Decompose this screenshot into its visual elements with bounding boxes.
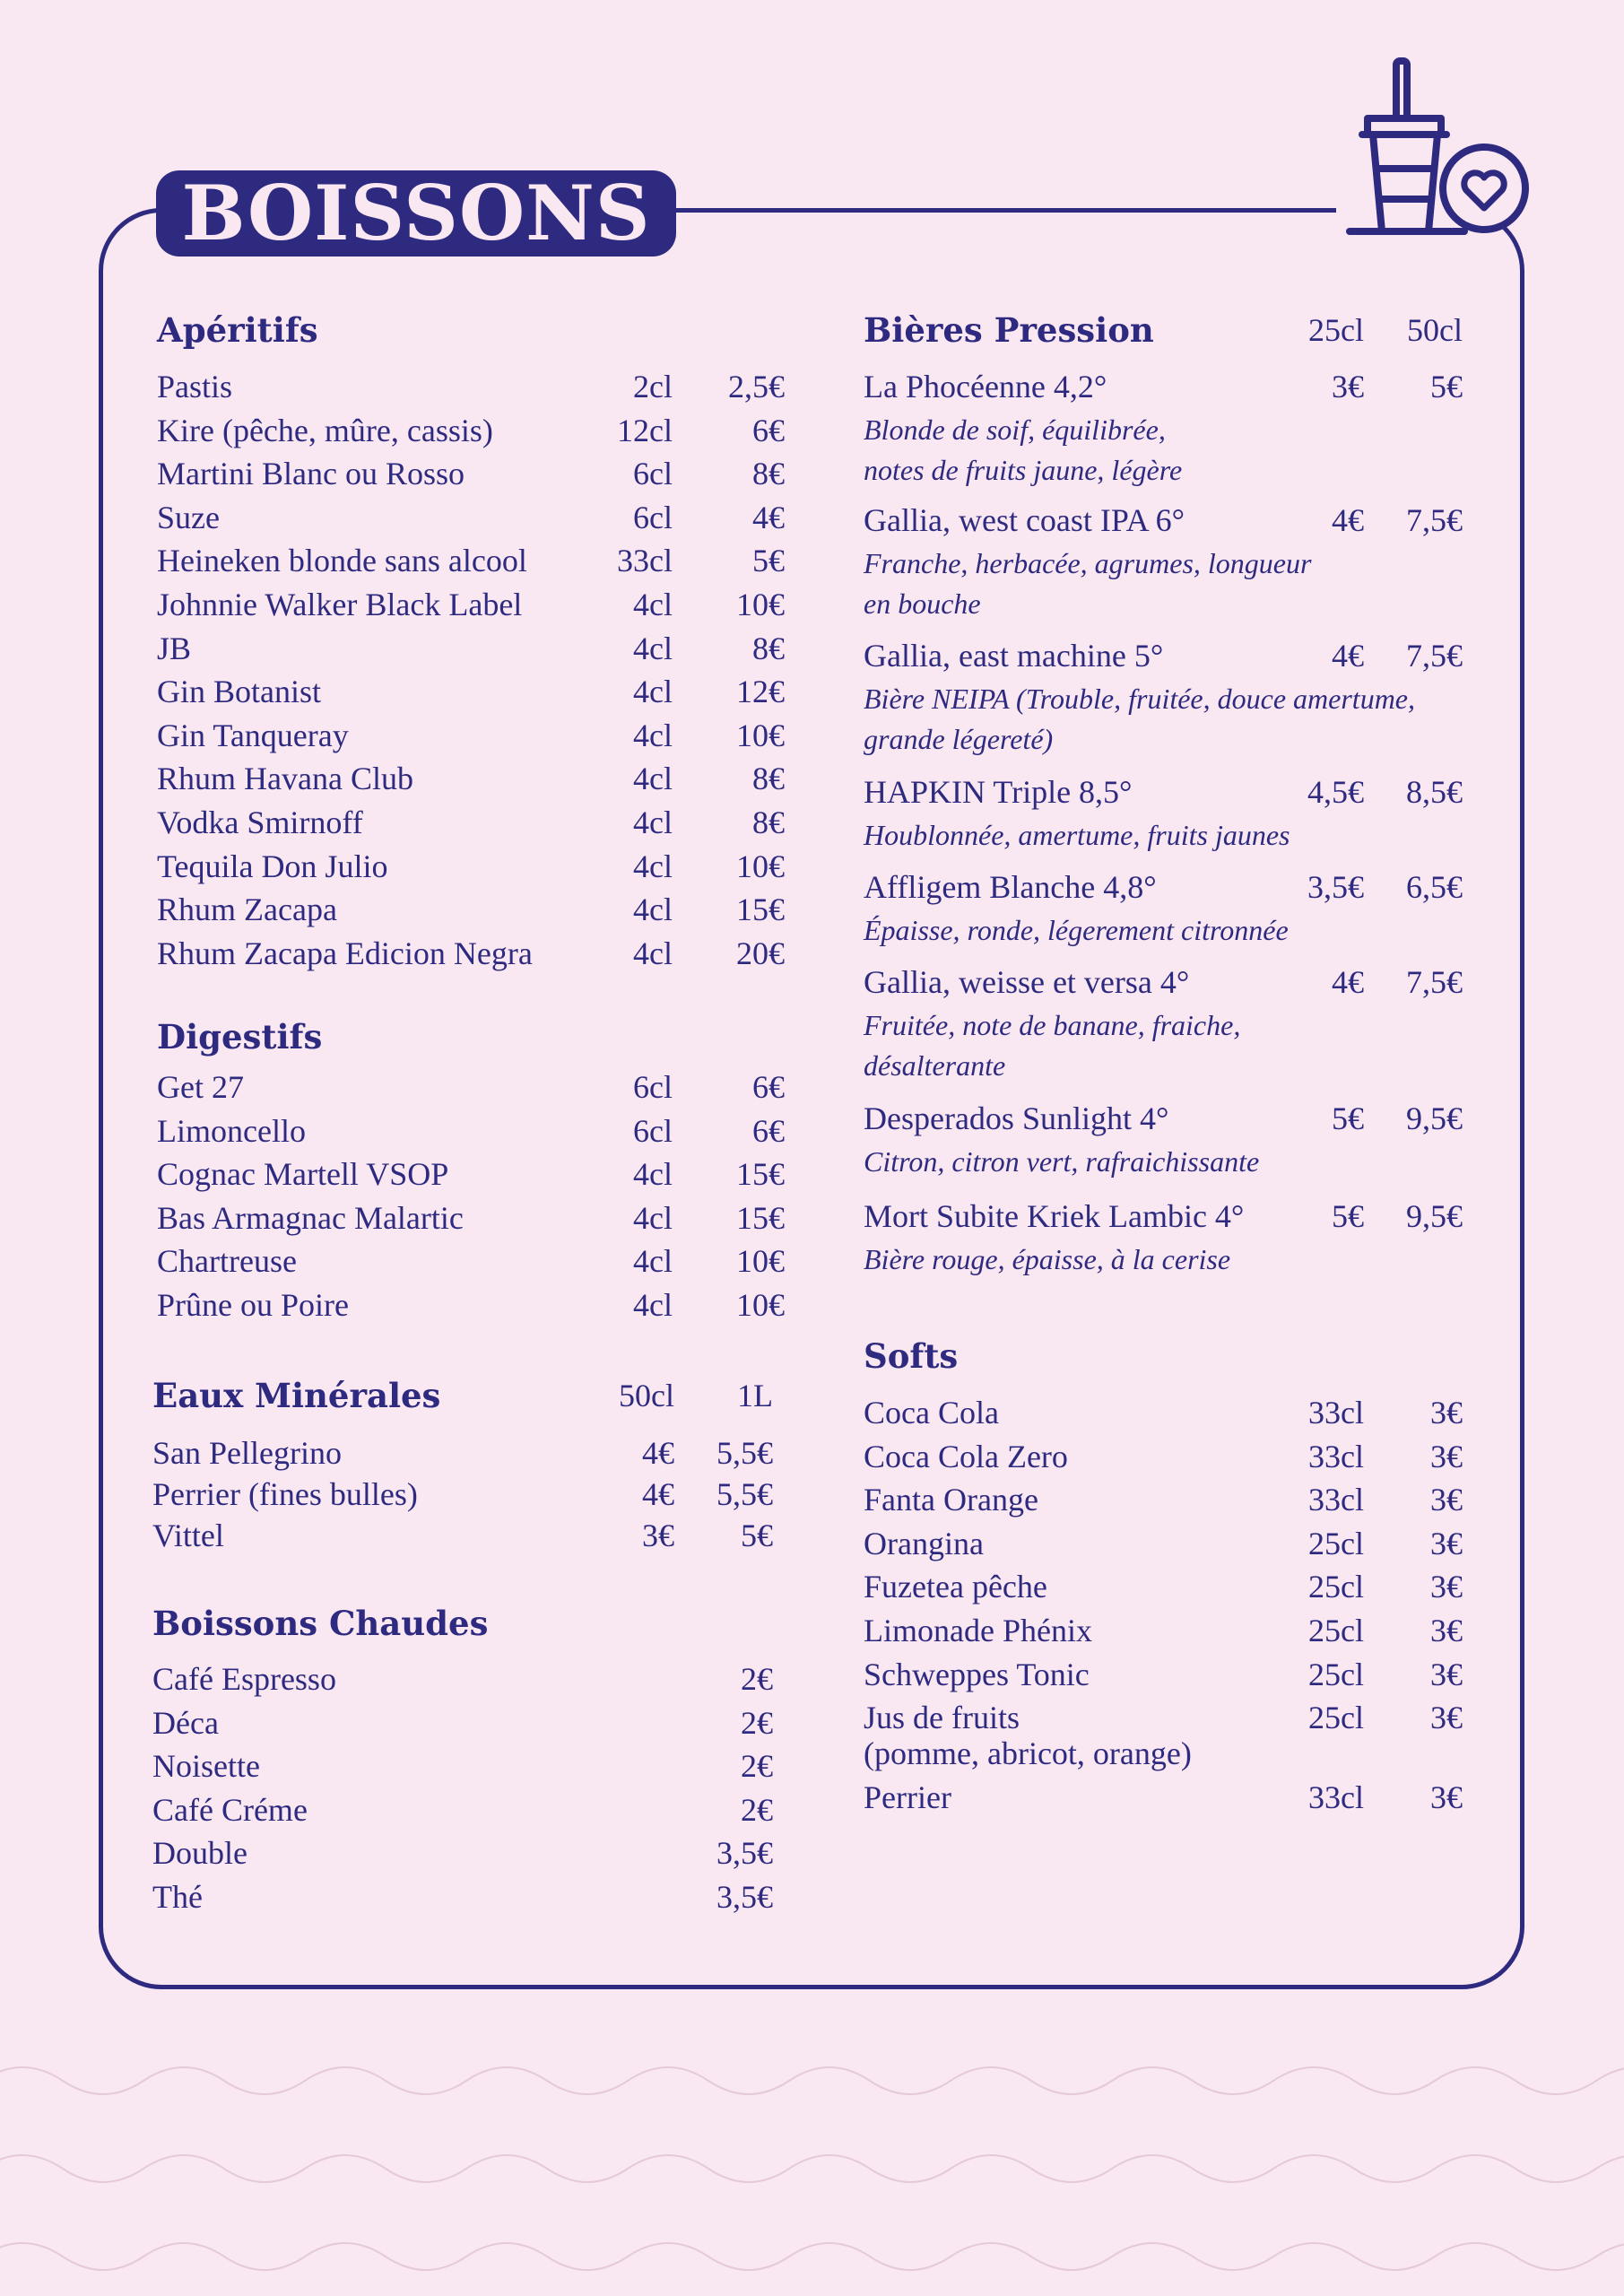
item-name: Gallia, weisse et versa 4° [864, 964, 1190, 1000]
item-name: Fuzetea pêche [864, 1569, 1047, 1605]
item-size: 33cl [1308, 1438, 1364, 1474]
item-price: 3€ [1430, 1438, 1463, 1474]
section-heading-eaux: Eaux Minérales 50cl 1L [152, 1376, 773, 1415]
item-name: Perrier (fines bulles) [152, 1476, 418, 1512]
biere-item [864, 961, 1463, 1082]
item-price-25cl: 4€ [1332, 964, 1364, 1000]
item-name: Orangina [864, 1525, 984, 1561]
item-size: 25cl [1308, 1569, 1364, 1605]
item-price: 2€ [741, 1791, 773, 1828]
item-price: 8€ [752, 761, 785, 797]
soft-item [864, 1478, 1463, 1521]
item-size: 25cl [1308, 1525, 1364, 1561]
item-price-25cl: 4€ [1332, 502, 1364, 538]
item-name: Gin Tanqueray [157, 717, 349, 753]
item-name: Affligem Blanche 4,8° [864, 869, 1157, 905]
item-size: 4cl [633, 1243, 673, 1280]
item-price: 3€ [1430, 1779, 1463, 1815]
heart-badge-icon [1443, 147, 1525, 230]
bieres-col1-header: 25cl [1308, 312, 1364, 348]
item-name: Café Espresso [152, 1661, 336, 1697]
item-description: Bière rouge, épaisse, à la cerise [864, 1243, 1231, 1275]
digestif-item [157, 1065, 785, 1109]
section-heading-digestifs: Digestifs [157, 1017, 323, 1057]
item-description: notes de fruits jaune, légère [864, 454, 1183, 486]
item-price-50cl: 7,5€ [1406, 502, 1463, 538]
item-name: Get 27 [157, 1069, 244, 1105]
item-size: 25cl [1308, 1656, 1364, 1692]
aperitif-item [157, 932, 785, 975]
item-name: Heineken blonde sans alcool [157, 543, 527, 579]
item-name: Thé [152, 1879, 203, 1915]
item-p1: 4€ [642, 1435, 674, 1471]
item-size: 4cl [633, 1199, 673, 1236]
item-name: Fanta Orange [864, 1482, 1038, 1518]
digestif-item [157, 1283, 785, 1326]
item-name: Rhum Zacapa Edicion Negra [157, 935, 533, 971]
wave-pattern [0, 2036, 1624, 2296]
chaude-item [152, 1657, 780, 1700]
section-heading-softs: Softs [864, 1336, 959, 1376]
item-name: Tequila Don Julio [157, 848, 388, 884]
item-description: Houblonnée, amertume, fruits jaunes [864, 819, 1290, 851]
soft-item [864, 1696, 1463, 1772]
biere-item [864, 1195, 1463, 1275]
aperitif-item [157, 409, 785, 452]
item-price-25cl: 3,5€ [1307, 869, 1364, 905]
item-name: Double [152, 1835, 248, 1872]
item-price: 10€ [736, 587, 785, 622]
item-price: 15€ [736, 891, 785, 928]
item-description: en bouche [864, 587, 981, 620]
item-price: 4€ [752, 499, 785, 535]
aperitif-item [157, 365, 785, 408]
item-name: Déca [152, 1704, 219, 1741]
item-name: Perrier [864, 1779, 951, 1815]
item-price-50cl: 5€ [1430, 369, 1463, 404]
aperitif-item [157, 627, 785, 670]
item-description: Fruitée, note de banane, fraiche, [864, 1009, 1241, 1041]
biere-item [864, 634, 1463, 755]
item-price: 5€ [752, 543, 785, 579]
item-name: Cognac Martell VSOP [157, 1156, 449, 1193]
chaude-item [152, 1701, 780, 1744]
soft-item [864, 1565, 1463, 1608]
item-name: Pastis [157, 369, 233, 404]
soft-item [864, 1653, 1463, 1696]
chaude-item [152, 1831, 780, 1874]
item-name: Desperados Sunlight 4° [864, 1100, 1169, 1136]
item-name: Coca Cola [864, 1395, 999, 1431]
item-price: 20€ [736, 935, 785, 971]
item-price-25cl: 5€ [1332, 1198, 1364, 1234]
aperitif-item [157, 670, 785, 713]
chaude-item [152, 1744, 780, 1787]
item-name: HAPKIN Triple 8,5° [864, 774, 1133, 810]
item-description: Blonde de soif, équilibrée, [864, 413, 1166, 446]
item-name: Coca Cola Zero [864, 1438, 1068, 1474]
item-description: Épaisse, ronde, légerement citronnée [864, 914, 1289, 946]
item-price: 2€ [741, 1704, 773, 1741]
item-price: 10€ [736, 848, 785, 884]
item-price-25cl: 4,5€ [1307, 774, 1364, 810]
section-heading-aperitifs: Apéritifs [157, 310, 318, 350]
biere-item [864, 365, 1463, 486]
item-price: 3€ [1430, 1569, 1463, 1605]
item-size: 6cl [633, 499, 673, 535]
soft-item [864, 1522, 1463, 1565]
item-size: 33cl [1308, 1779, 1364, 1815]
aperitif-item [157, 888, 785, 931]
item-size: 33cl [1308, 1395, 1364, 1431]
item-size: 4cl [633, 717, 673, 753]
item-name: Limonade Phénix [864, 1613, 1092, 1648]
item-name: Rhum Havana Club [157, 761, 413, 797]
digestif-item [157, 1196, 785, 1239]
item-price: 8€ [752, 630, 785, 666]
item-price-50cl: 6,5€ [1406, 869, 1463, 905]
item-price: 10€ [736, 717, 785, 753]
item-name: JB [157, 630, 192, 666]
soft-item [864, 1435, 1463, 1478]
item-price: 3,5€ [716, 1879, 773, 1915]
item-price-50cl: 9,5€ [1406, 1100, 1463, 1136]
item-price: 8€ [752, 456, 785, 492]
aperitif-item [157, 757, 785, 800]
item-price-50cl: 7,5€ [1406, 638, 1463, 674]
item-price: 10€ [736, 1243, 785, 1280]
item-size: 4cl [633, 848, 673, 884]
item-price: 12€ [736, 674, 785, 710]
item-price: 15€ [736, 1199, 785, 1236]
item-name: Johnnie Walker Black Label [157, 587, 523, 622]
aperitif-item [157, 583, 785, 626]
item-name: Vodka Smirnoff [157, 804, 363, 840]
digestif-item [157, 1239, 785, 1283]
item-subtitle: (pomme, abricot, orange) [864, 1735, 1192, 1772]
item-size: 25cl [1308, 1613, 1364, 1648]
item-price-50cl: 7,5€ [1406, 964, 1463, 1000]
item-size: 4cl [633, 587, 673, 622]
item-name: Rhum Zacapa [157, 891, 337, 928]
item-name: Limoncello [157, 1112, 306, 1149]
item-size: 4cl [633, 630, 673, 666]
item-size: 4cl [633, 761, 673, 797]
item-size: 4cl [633, 674, 673, 710]
item-size: 2cl [633, 369, 673, 404]
item-price: 15€ [736, 1156, 785, 1193]
item-size: 12cl [617, 412, 673, 448]
item-description: Citron, citron vert, rafraichissante [864, 1145, 1260, 1178]
soft-item [864, 1609, 1463, 1652]
aperitif-item [157, 452, 785, 495]
item-price: 2€ [741, 1661, 773, 1697]
page-title: BOISSONS [156, 170, 676, 257]
item-price: 3€ [1430, 1525, 1463, 1561]
item-price-25cl: 3€ [1332, 369, 1364, 404]
item-p1: 4€ [642, 1476, 674, 1512]
digestif-item [157, 1109, 785, 1152]
item-p2: 5,5€ [716, 1435, 773, 1471]
aperitif-item [157, 496, 785, 539]
item-name: Kire (pêche, mûre, cassis) [157, 412, 493, 448]
bieres-col2-header: 50cl [1407, 312, 1463, 348]
item-name: Suze [157, 499, 220, 535]
item-name: Prûne ou Poire [157, 1287, 349, 1323]
item-name: Noisette [152, 1748, 260, 1785]
biere-item [864, 770, 1463, 851]
item-p1: 3€ [642, 1518, 674, 1553]
item-price-50cl: 8,5€ [1406, 774, 1463, 810]
section-heading-chaudes: Boissons Chaudes [152, 1604, 489, 1643]
item-name: Martini Blanc ou Rosso [157, 456, 465, 492]
item-size: 4cl [633, 935, 673, 971]
item-size: 25cl [1308, 1700, 1364, 1736]
item-price: 8€ [752, 804, 785, 840]
item-price: 3€ [1430, 1656, 1463, 1692]
item-price-50cl: 9,5€ [1406, 1198, 1463, 1234]
item-size: 33cl [617, 543, 673, 579]
item-price: 6€ [752, 1069, 785, 1105]
chaude-item [152, 1788, 780, 1831]
item-size: 4cl [633, 1156, 673, 1193]
item-name: Gallia, east machine 5° [864, 638, 1164, 674]
item-price: 10€ [736, 1287, 785, 1323]
item-description: désalterante [864, 1049, 1006, 1082]
cup-with-straw-icon [1341, 54, 1538, 251]
item-price: 3€ [1430, 1482, 1463, 1518]
section-heading-bieres: Bières Pression 25cl 50cl [864, 310, 1463, 350]
eau-item [152, 1473, 780, 1516]
item-name: Jus de fruits [864, 1700, 1020, 1736]
item-price-25cl: 5€ [1332, 1100, 1364, 1136]
item-size: 6cl [633, 456, 673, 492]
aperitif-item [157, 845, 785, 888]
item-name: Schweppes Tonic [864, 1656, 1090, 1692]
biere-item [864, 499, 1463, 620]
item-price-25cl: 4€ [1332, 638, 1364, 674]
item-price: 3€ [1430, 1395, 1463, 1431]
eaux-col2-header: 1L [737, 1378, 773, 1413]
item-name: Café Créme [152, 1791, 308, 1828]
item-name: Vittel [152, 1518, 224, 1553]
item-size: 4cl [633, 1287, 673, 1323]
item-description: Bière NEIPA (Trouble, fruitée, douce amertume, [864, 683, 1415, 715]
item-name: Gallia, west coast IPA 6° [864, 502, 1185, 538]
chaude-item [152, 1875, 780, 1918]
item-size: 33cl [1308, 1482, 1364, 1518]
item-size: 6cl [633, 1112, 673, 1149]
aperitif-item [157, 539, 785, 582]
soft-item [864, 1391, 1463, 1434]
item-description: Franche, herbacée, agrumes, longueur [864, 547, 1312, 579]
item-size: 4cl [633, 891, 673, 928]
item-description: grande légereté) [864, 723, 1054, 755]
item-price: 3€ [1430, 1613, 1463, 1648]
eau-item [152, 1514, 780, 1557]
item-name: Gin Botanist [157, 674, 322, 710]
item-size: 6cl [633, 1069, 673, 1105]
item-name: San Pellegrino [152, 1435, 342, 1471]
item-name: Mort Subite Kriek Lambic 4° [864, 1198, 1245, 1234]
item-name: La Phocéenne 4,2° [864, 369, 1107, 404]
item-p2: 5,5€ [716, 1476, 773, 1512]
aperitif-item [157, 801, 785, 844]
item-price: 2,5€ [728, 369, 785, 404]
digestif-item [157, 1152, 785, 1196]
eau-item [152, 1431, 780, 1474]
item-price: 2€ [741, 1748, 773, 1785]
item-price: 6€ [752, 412, 785, 448]
aperitif-item [157, 714, 785, 757]
item-price: 6€ [752, 1112, 785, 1149]
item-price: 3,5€ [716, 1835, 773, 1872]
item-p2: 5€ [741, 1518, 773, 1553]
biere-item [864, 1097, 1463, 1178]
biere-item [864, 865, 1463, 946]
item-size: 4cl [633, 804, 673, 840]
eaux-col1-header: 50cl [619, 1378, 674, 1413]
item-price: 3€ [1430, 1700, 1463, 1736]
soft-item [864, 1776, 1463, 1819]
item-name: Chartreuse [157, 1243, 297, 1280]
item-name: Bas Armagnac Malartic [157, 1199, 464, 1236]
